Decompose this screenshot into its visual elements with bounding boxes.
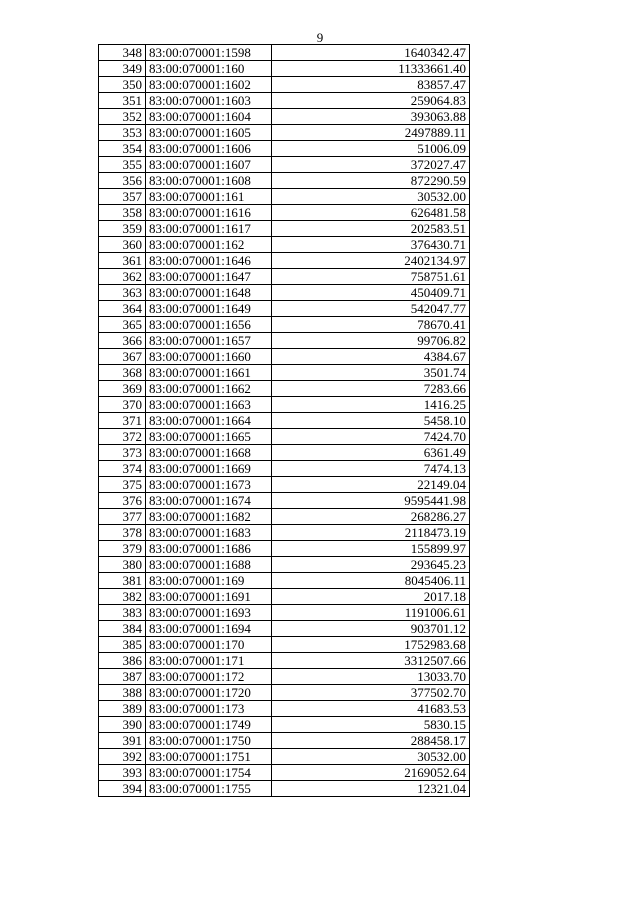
cadastral-value-cell: 372027.47 <box>272 157 470 173</box>
cadastral-value-cell: 2497889.11 <box>272 125 470 141</box>
cadastral-value-cell: 2118473.19 <box>272 525 470 541</box>
table-row <box>99 765 470 781</box>
cadastral-value-cell: 393063.88 <box>272 109 470 125</box>
cadastral-value-table <box>98 44 470 797</box>
cadastral-value-cell: 377502.70 <box>272 685 470 701</box>
table-row <box>99 221 470 237</box>
table-row <box>99 189 470 205</box>
row-number-cell: 370 <box>99 397 146 413</box>
row-number-cell: 354 <box>99 141 146 157</box>
cadastral-number-cell: 83:00:070001:1656 <box>146 317 272 333</box>
table-row <box>99 461 470 477</box>
cadastral-value-cell: 99706.82 <box>272 333 470 349</box>
row-number-cell: 377 <box>99 509 146 525</box>
cadastral-number-cell: 83:00:070001:1693 <box>146 605 272 621</box>
cadastral-value-cell: 41683.53 <box>272 701 470 717</box>
cadastral-number-cell: 83:00:070001:1647 <box>146 269 272 285</box>
cadastral-value-cell: 5458.10 <box>272 413 470 429</box>
cadastral-number-cell: 83:00:070001:173 <box>146 701 272 717</box>
cadastral-number-cell: 83:00:070001:1646 <box>146 253 272 269</box>
table-row <box>99 349 470 365</box>
table-row <box>99 653 470 669</box>
cadastral-number-cell: 83:00:070001:1668 <box>146 445 272 461</box>
table-row <box>99 717 470 733</box>
row-number-cell: 386 <box>99 653 146 669</box>
cadastral-value-cell: 2169052.64 <box>272 765 470 781</box>
table-row <box>99 365 470 381</box>
table-row <box>99 109 470 125</box>
row-number-cell: 385 <box>99 637 146 653</box>
table-body <box>99 45 470 797</box>
cadastral-number-cell: 83:00:070001:1694 <box>146 621 272 637</box>
cadastral-value-cell: 202583.51 <box>272 221 470 237</box>
table-row <box>99 253 470 269</box>
cadastral-number-cell: 83:00:070001:1604 <box>146 109 272 125</box>
cadastral-value-cell: 12321.04 <box>272 781 470 797</box>
row-number-cell: 350 <box>99 77 146 93</box>
cadastral-number-cell: 83:00:070001:1657 <box>146 333 272 349</box>
cadastral-number-cell: 83:00:070001:1688 <box>146 557 272 573</box>
table-row <box>99 77 470 93</box>
cadastral-number-cell: 83:00:070001:1648 <box>146 285 272 301</box>
cadastral-value-cell: 2017.18 <box>272 589 470 605</box>
cadastral-number-cell: 83:00:070001:1691 <box>146 589 272 605</box>
row-number-cell: 366 <box>99 333 146 349</box>
cadastral-value-cell: 626481.58 <box>272 205 470 221</box>
table-row <box>99 237 470 253</box>
row-number-cell: 383 <box>99 605 146 621</box>
row-number-cell: 380 <box>99 557 146 573</box>
cadastral-value-cell: 7474.13 <box>272 461 470 477</box>
row-number-cell: 387 <box>99 669 146 685</box>
cadastral-value-cell: 51006.09 <box>272 141 470 157</box>
cadastral-value-cell: 3312507.66 <box>272 653 470 669</box>
table-row <box>99 381 470 397</box>
table-row <box>99 493 470 509</box>
cadastral-number-cell: 83:00:070001:1720 <box>146 685 272 701</box>
row-number-cell: 393 <box>99 765 146 781</box>
row-number-cell: 364 <box>99 301 146 317</box>
cadastral-value-cell: 7283.66 <box>272 381 470 397</box>
table-row <box>99 45 470 61</box>
table-row <box>99 749 470 765</box>
table-row <box>99 445 470 461</box>
row-number-cell: 353 <box>99 125 146 141</box>
cadastral-number-cell: 83:00:070001:1607 <box>146 157 272 173</box>
table-row <box>99 125 470 141</box>
row-number-cell: 394 <box>99 781 146 797</box>
cadastral-number-cell: 83:00:070001:171 <box>146 653 272 669</box>
cadastral-value-cell: 542047.77 <box>272 301 470 317</box>
cadastral-value-cell: 11333661.40 <box>272 61 470 77</box>
row-number-cell: 362 <box>99 269 146 285</box>
row-number-cell: 360 <box>99 237 146 253</box>
row-number-cell: 348 <box>99 45 146 61</box>
cadastral-number-cell: 83:00:070001:1617 <box>146 221 272 237</box>
cadastral-value-cell: 903701.12 <box>272 621 470 637</box>
page-number: 9 <box>316 30 324 45</box>
row-number-cell: 363 <box>99 285 146 301</box>
cadastral-value-cell: 7424.70 <box>272 429 470 445</box>
row-number-cell: 378 <box>99 525 146 541</box>
row-number-cell: 390 <box>99 717 146 733</box>
row-number-cell: 371 <box>99 413 146 429</box>
table-row <box>99 589 470 605</box>
table-row <box>99 701 470 717</box>
row-number-cell: 379 <box>99 541 146 557</box>
cadastral-value-cell: 4384.67 <box>272 349 470 365</box>
cadastral-number-cell: 83:00:070001:170 <box>146 637 272 653</box>
row-number-cell: 367 <box>99 349 146 365</box>
table-row <box>99 509 470 525</box>
cadastral-number-cell: 83:00:070001:1603 <box>146 93 272 109</box>
cadastral-number-cell: 83:00:070001:1682 <box>146 509 272 525</box>
row-number-cell: 373 <box>99 445 146 461</box>
cadastral-number-cell: 83:00:070001:169 <box>146 573 272 589</box>
row-number-cell: 382 <box>99 589 146 605</box>
cadastral-value-cell: 155899.97 <box>272 541 470 557</box>
row-number-cell: 365 <box>99 317 146 333</box>
cadastral-value-cell: 78670.41 <box>272 317 470 333</box>
table-row <box>99 269 470 285</box>
cadastral-number-cell: 83:00:070001:1598 <box>146 45 272 61</box>
cadastral-number-cell: 83:00:070001:1602 <box>146 77 272 93</box>
row-number-cell: 351 <box>99 93 146 109</box>
cadastral-value-cell: 268286.27 <box>272 509 470 525</box>
table-row <box>99 333 470 349</box>
cadastral-number-cell: 83:00:070001:1660 <box>146 349 272 365</box>
cadastral-value-cell: 450409.71 <box>272 285 470 301</box>
cadastral-value-cell: 1752983.68 <box>272 637 470 653</box>
table-row <box>99 173 470 189</box>
row-number-cell: 358 <box>99 205 146 221</box>
row-number-cell: 369 <box>99 381 146 397</box>
table-row <box>99 141 470 157</box>
table-row <box>99 413 470 429</box>
cadastral-value-cell: 8045406.11 <box>272 573 470 589</box>
row-number-cell: 355 <box>99 157 146 173</box>
cadastral-value-cell: 2402134.97 <box>272 253 470 269</box>
table-row <box>99 93 470 109</box>
cadastral-value-cell: 1640342.47 <box>272 45 470 61</box>
row-number-cell: 372 <box>99 429 146 445</box>
cadastral-value-cell: 293645.23 <box>272 557 470 573</box>
cadastral-number-cell: 83:00:070001:1751 <box>146 749 272 765</box>
cadastral-number-cell: 83:00:070001:1755 <box>146 781 272 797</box>
cadastral-number-cell: 83:00:070001:162 <box>146 237 272 253</box>
table-row <box>99 429 470 445</box>
row-number-cell: 376 <box>99 493 146 509</box>
table-row <box>99 685 470 701</box>
cadastral-number-cell: 83:00:070001:1606 <box>146 141 272 157</box>
cadastral-value-cell: 30532.00 <box>272 749 470 765</box>
cadastral-value-cell: 6361.49 <box>272 445 470 461</box>
cadastral-number-cell: 83:00:070001:1750 <box>146 733 272 749</box>
row-number-cell: 349 <box>99 61 146 77</box>
cadastral-number-cell: 83:00:070001:1683 <box>146 525 272 541</box>
row-number-cell: 359 <box>99 221 146 237</box>
row-number-cell: 368 <box>99 365 146 381</box>
cadastral-number-cell: 83:00:070001:1664 <box>146 413 272 429</box>
table-row <box>99 669 470 685</box>
table-row <box>99 781 470 797</box>
cadastral-number-cell: 83:00:070001:172 <box>146 669 272 685</box>
row-number-cell: 361 <box>99 253 146 269</box>
row-number-cell: 388 <box>99 685 146 701</box>
cadastral-value-cell: 13033.70 <box>272 669 470 685</box>
cadastral-number-cell: 83:00:070001:1661 <box>146 365 272 381</box>
row-number-cell: 357 <box>99 189 146 205</box>
cadastral-value-cell: 1191006.61 <box>272 605 470 621</box>
row-number-cell: 375 <box>99 477 146 493</box>
cadastral-number-cell: 83:00:070001:161 <box>146 189 272 205</box>
cadastral-value-cell: 259064.83 <box>272 93 470 109</box>
table-row <box>99 621 470 637</box>
table-row <box>99 397 470 413</box>
cadastral-value-cell: 288458.17 <box>272 733 470 749</box>
table-row <box>99 157 470 173</box>
table-row <box>99 557 470 573</box>
cadastral-value-cell: 30532.00 <box>272 189 470 205</box>
table-row <box>99 61 470 77</box>
table-row <box>99 605 470 621</box>
table-row <box>99 637 470 653</box>
cadastral-value-cell: 376430.71 <box>272 237 470 253</box>
table-row <box>99 301 470 317</box>
table-row <box>99 477 470 493</box>
cadastral-value-cell: 872290.59 <box>272 173 470 189</box>
row-number-cell: 374 <box>99 461 146 477</box>
cadastral-number-cell: 83:00:070001:1686 <box>146 541 272 557</box>
table-row <box>99 317 470 333</box>
cadastral-number-cell: 83:00:070001:1608 <box>146 173 272 189</box>
table-row <box>99 541 470 557</box>
cadastral-value-cell: 3501.74 <box>272 365 470 381</box>
cadastral-number-cell: 83:00:070001:160 <box>146 61 272 77</box>
cadastral-number-cell: 83:00:070001:1669 <box>146 461 272 477</box>
table-row <box>99 525 470 541</box>
cadastral-value-cell: 758751.61 <box>272 269 470 285</box>
cadastral-number-cell: 83:00:070001:1674 <box>146 493 272 509</box>
cadastral-value-cell: 5830.15 <box>272 717 470 733</box>
table-row <box>99 573 470 589</box>
cadastral-number-cell: 83:00:070001:1605 <box>146 125 272 141</box>
row-number-cell: 384 <box>99 621 146 637</box>
row-number-cell: 391 <box>99 733 146 749</box>
cadastral-number-cell: 83:00:070001:1616 <box>146 205 272 221</box>
cadastral-value-cell: 22149.04 <box>272 477 470 493</box>
cadastral-number-cell: 83:00:070001:1663 <box>146 397 272 413</box>
table-row <box>99 285 470 301</box>
cadastral-number-cell: 83:00:070001:1662 <box>146 381 272 397</box>
cadastral-value-cell: 83857.47 <box>272 77 470 93</box>
table-row <box>99 733 470 749</box>
table-row <box>99 205 470 221</box>
row-number-cell: 352 <box>99 109 146 125</box>
row-number-cell: 381 <box>99 573 146 589</box>
cadastral-number-cell: 83:00:070001:1649 <box>146 301 272 317</box>
cadastral-value-cell: 1416.25 <box>272 397 470 413</box>
cadastral-number-cell: 83:00:070001:1665 <box>146 429 272 445</box>
row-number-cell: 392 <box>99 749 146 765</box>
row-number-cell: 356 <box>99 173 146 189</box>
row-number-cell: 389 <box>99 701 146 717</box>
cadastral-number-cell: 83:00:070001:1749 <box>146 717 272 733</box>
cadastral-number-cell: 83:00:070001:1754 <box>146 765 272 781</box>
cadastral-value-cell: 9595441.98 <box>272 493 470 509</box>
cadastral-number-cell: 83:00:070001:1673 <box>146 477 272 493</box>
